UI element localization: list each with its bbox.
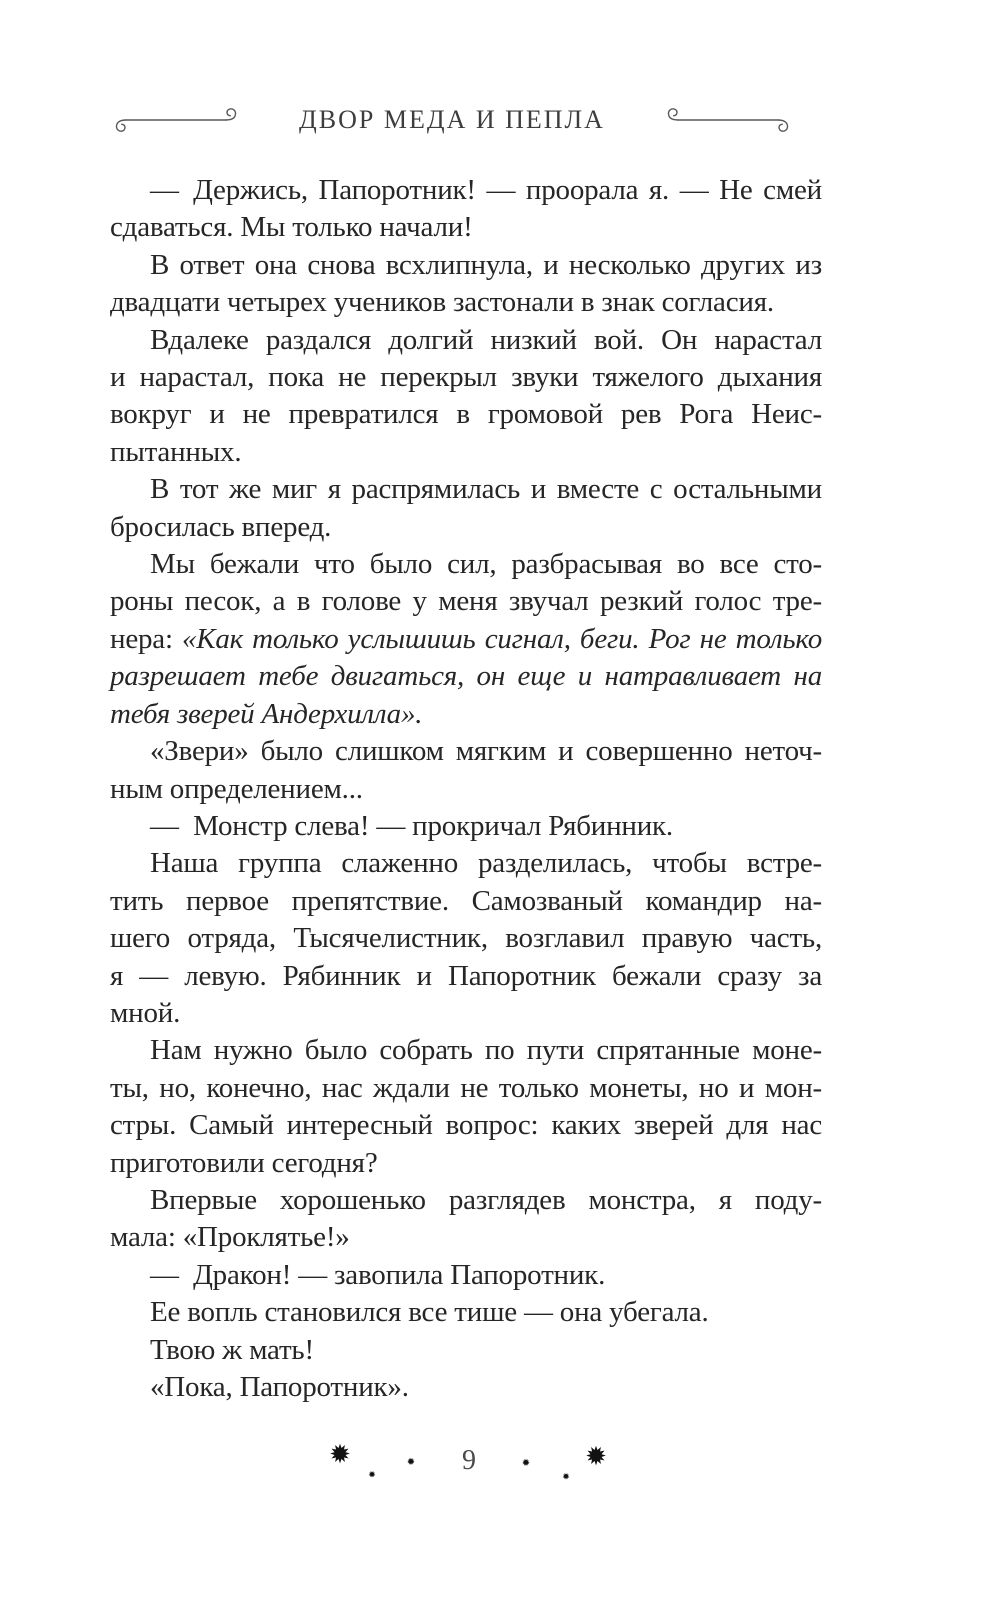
page-footer bbox=[319, 1437, 619, 1493]
text-line: Ее вопль становился все тише — она убегала. bbox=[150, 1296, 709, 1329]
text-line: мной. bbox=[110, 996, 181, 1029]
text-line: мала: «Проклятье!» bbox=[110, 1221, 350, 1254]
text-line: разрешает тебе двигаться, он еще и натравливает на bbox=[110, 660, 822, 693]
scroll-flourish-right-icon bbox=[664, 107, 794, 133]
text-line: Нам нужно было собрать по пути спрятанные моне- bbox=[150, 1034, 822, 1067]
text-line: Вдалеке раздался долгий низкий вой. Он нарастал bbox=[150, 323, 822, 356]
text-line: ты, но, конечно, нас ждали не только монеты, но и мон- bbox=[110, 1071, 822, 1104]
text-line: приготовили сегодня? bbox=[110, 1146, 378, 1179]
text-line: я — левую. Рябинник и Папоротник бежали сразу за bbox=[110, 959, 822, 992]
asterisk-ornament-icon: ✹ bbox=[562, 1472, 570, 1483]
text-line: сдаваться. Мы только начали! bbox=[110, 211, 473, 244]
text-line: двадцати четырех учеников застонали в знак согласия. bbox=[110, 286, 774, 319]
text-line: В ответ она снова всхлипнула, и несколько других из bbox=[150, 248, 822, 281]
text-line: Мы бежали что было сил, разбрасывая во все сто- bbox=[150, 548, 822, 581]
text-line: Твою ж мать! bbox=[150, 1333, 314, 1366]
text-line: пытанных. bbox=[110, 435, 242, 468]
text-segment-italic: «Как только услышишь сигнал, беги. Рог не только bbox=[181, 622, 822, 655]
star-ornament-icon: ✹ bbox=[406, 1457, 416, 1468]
text-line: Впервые хорошенько разглядев монстра, я поду- bbox=[150, 1183, 822, 1216]
page-text bbox=[110, 172, 822, 1406]
text-line: — Держись, Папоротник! — проорала я. — Не смей bbox=[150, 174, 822, 206]
scroll-flourish-left-icon bbox=[110, 107, 240, 133]
text-line bbox=[110, 621, 822, 658]
text-line: тить первое препятствие. Самозваный командир на- bbox=[110, 884, 822, 917]
asterisk-ornament-icon: ✹ bbox=[368, 1470, 376, 1481]
text-line: стры. Самый интересный вопрос: каких зверей для нас bbox=[110, 1109, 822, 1142]
text-line: Наша группа слаженно разделилась, чтобы встре- bbox=[150, 847, 822, 880]
running-title: ДВОР МЕДА И ПЕПЛА bbox=[299, 105, 605, 134]
text-line: бросилась вперед. bbox=[110, 510, 332, 543]
text-line: — Дракон! — завопила Папоротник. bbox=[150, 1258, 606, 1291]
text-segment: нера: bbox=[110, 622, 182, 655]
star-ornament-icon: ✹ bbox=[585, 1442, 607, 1472]
star-ornament-icon: ✹ bbox=[521, 1458, 531, 1469]
page-number: 9 bbox=[462, 1445, 476, 1476]
text-line: «Пока, Папоротник». bbox=[150, 1371, 409, 1403]
page-header bbox=[110, 100, 794, 140]
text-line: роны песок, а в голове у меня звучал резкий голос тре- bbox=[110, 585, 822, 618]
text-line: вокруг и не превратился в громовой рев Рога Неис- bbox=[110, 398, 822, 431]
text-line: и нарастал, пока не перекрыл звуки тяжелого дыхания bbox=[110, 361, 822, 394]
text-line: «Звери» было слишком мягким и совершенно неточ- bbox=[150, 735, 822, 768]
star-ornament-icon: ✹ bbox=[329, 1440, 351, 1470]
text-line: шего отряда, Тысячелистник, возглавил правую часть, bbox=[110, 922, 822, 955]
text-line: В тот же миг я распрямилась и вместе с остальными bbox=[150, 473, 822, 506]
text-line: ным определением... bbox=[110, 772, 363, 805]
text-line: — Монстр слева! — прокричал Рябинник. bbox=[150, 809, 673, 842]
text-line: тебя зверей Андерхилла». bbox=[110, 697, 423, 730]
